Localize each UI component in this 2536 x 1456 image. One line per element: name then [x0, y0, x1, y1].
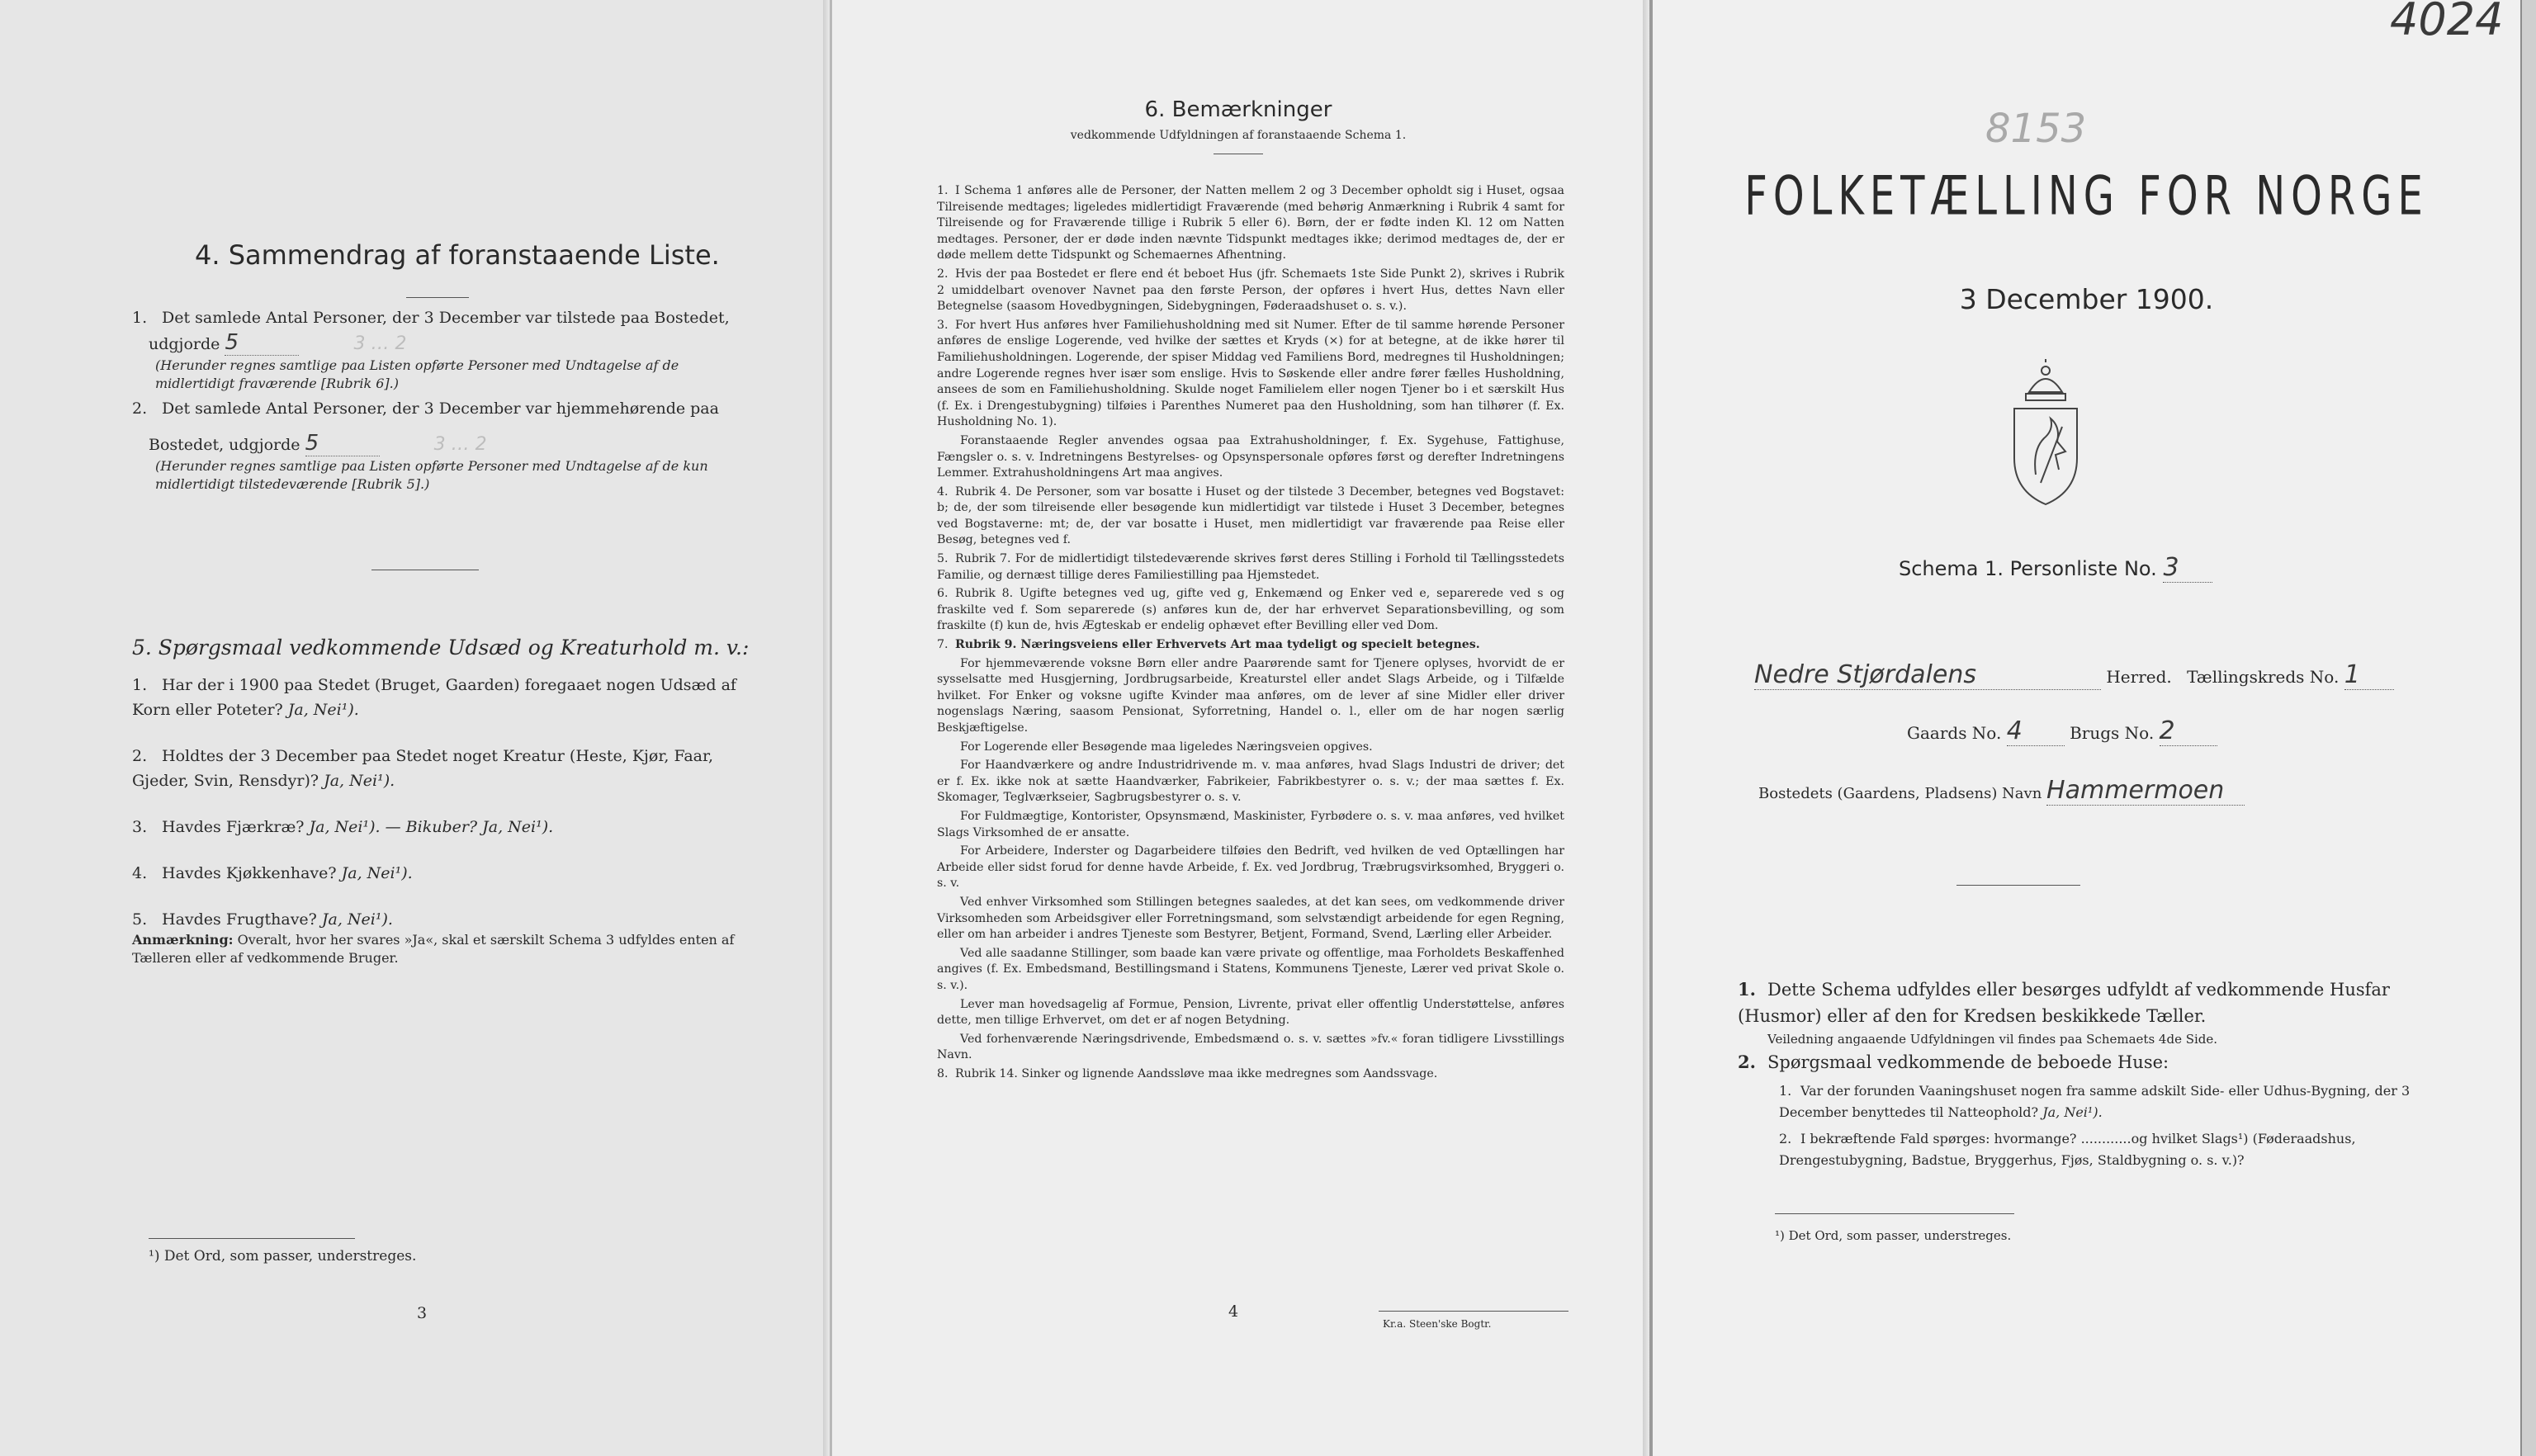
- section4-title: 4. Sammendrag af foranstaaende Liste.: [195, 239, 720, 271]
- question-5: 5. Havdes Frugthave? Ja, Nei¹).: [132, 910, 393, 929]
- section4-item2: 2. Det samlede Antal Personer, der 3 December var hjemmehørende paa: [132, 399, 719, 418]
- footnote: ¹) Det Ord, som passer, understreges.: [149, 1248, 417, 1265]
- instruction-2-q1: 1. Var der forunden Vaaningshuset nogen fra samme adskilt Side- eller Udhus-Bygning, der 3 December benyttedes til Natteophold? Ja, Nei¹).: [1779, 1083, 2411, 1120]
- note-2: 2. Hvis der paa Bostedet er flere end ét beboet Hus (jfr. Schemaets 1ste Side Punkt 2), skrives i Rubrik 2 umiddelbart ovenover Navnet paa den første Person, der opføres i hvert Hus, dettes Navn eller Betegnelse (saasom Hovedbygningen, Sidebygningen, Føderaadshuset o. s. v.).: [937, 267, 1564, 314]
- left-page: [0, 0, 830, 1456]
- note-8: 8. Rubrik 14. Sinker og lignende Aandssløve maa ikke medregnes som Aandssvage.: [937, 1066, 1438, 1080]
- question-1: 1. Har der i 1900 paa Stedet (Bruget, Gaarden) foregaaet nogen Udsæd af Korn eller Poteter? Ja, Nei¹).: [132, 676, 736, 719]
- archive-number: 4024: [2390, 0, 2504, 45]
- bosted-value: Hammermoen: [2046, 776, 2245, 806]
- note-1: 1. I Schema 1 anføres alle de Personer, der Natten mellem 2 og 3 December opholdt sig i Huset, ogsaa Tilreisende medtages; ligeledes midlertidigt Fraværende (med behørig Anmærkning i Rubrik 4 samt for Tilreisende og for Fraværende tillige i Rubrik 5 eller 6). Børn, der er fødte inden Kl. 12 om Natten medtages. Personer, der er døde inden nævnte Tidspunkt medtages ikke; derimod medtages de, der er døde mellem dette Tidspunkt og Schemaernes Afhentning.: [937, 184, 1564, 262]
- footnote: ¹) Det Ord, som passer, understreges.: [1775, 1228, 2012, 1243]
- page-number: 4: [1228, 1302, 1239, 1321]
- instructions: [1738, 976, 2439, 1171]
- note-7h: Lever man hovedsagelig af Formue, Pension, Livrente, privat eller offentlig Understøttelse, anføres dette, men tillige Erhvervet, om det er af nogen Betydning.: [937, 997, 1564, 1028]
- section4-note1: (Herunder regnes samtlige paa Listen opførte Personer med Undtagelse af de midlertidigt fraværende [Rubrik 6].): [155, 357, 679, 391]
- instruction-2-q2: 2. I bekræftende Fald spørges: hvormange? ............og hvilket Slags¹) (Føderaadshus, Drengestubygning, Badstue, Bryggerhus, Fjøs, Staldbygning o. s. v.)?: [1779, 1131, 2356, 1168]
- section4-item1: 1. Det samlede Antal Personer, der 3 December var tilstede paa Bostedet,: [132, 309, 730, 327]
- note-4: 4. Rubrik 4. De Personer, som var bosatte i Huset og der tilstede 3 December, betegnes ved Bogstavet: b; de, der som tilreisende eller besøgende kun midlertidigt var tilstede i Huset 3 December, betegnes ved Bogstaverne: mt; de, der var bosatte i Huset, men midlertidigt var fraværende paa Reise eller Besøg, betegnes ved f.: [937, 485, 1564, 547]
- printer-mark: Kr.a. Steen'ske Bogtr.: [1383, 1318, 1492, 1330]
- item2-value: 5: [305, 431, 380, 456]
- form-date: 3 December 1900.: [1959, 283, 2214, 315]
- note-7f: Ved enhver Virksomhed som Stillingen betegnes saaledes, at det kan sees, om vedkommende driver Virksomheden som Arbeidsgiver eller Forretningsmand, som selvstændigt arbeidende for egen Regning, eller om han arbeider i andres Tjeneste som Bestyrer, Betjent, Formand, Svend, Lærling eller Arbeider.: [937, 895, 1564, 942]
- note-3b: Foranstaaende Regler anvendes ogsaa paa Extrahusholdninger, f. Ex. Sygehuse, Fattighuse, Fængsler o. s. v. Indretningens Bestyrelses- og Opsynspersonale opføres først og derefter Indretningens Lemmer. Extrahusholdningens Art maa angives.: [937, 433, 1564, 480]
- divider: [1956, 885, 2080, 886]
- note-7c: For Haandværkere og andre Industridrivende m. v. maa anføres, hvad Slags Industri de driver; det er f. Ex. ikke nok at sætte Haandværker, Fabrikeier, Fabrikbestyrer o. s. v.; der maa sættes f. Ex. Skomager, Teglværkseier, Sagbrugsbestyrer o. s. v.: [937, 759, 1564, 805]
- footnote-rule: [149, 1238, 355, 1239]
- remarks-list: [937, 183, 1564, 1085]
- note-3: 3. For hvert Hus anføres hver Familiehusholdning med sit Numer. Efter de til samme hørende Personer anføres de enslige Logerende, ved hvilke der sættes et Kryds (×) for at betegne, at de ikke hører til Familiehusholdningen. Logerende, der spiser Middag ved Familiens Bord, medregnes til Husholdningen; andre Logerende regnes hver især som enslige. Hvis to Søskende eller andre fører fælles Husholdning, ansees de som en Familiehusholdning. Skulde noget Familielem eller nogen Tjener bo i et særskilt Hus (f. Ex. i Drengestubygning) tilføies i Parenthes Numeret paa den Husholdning, som han tilhører (f. Ex. Husholdning No. 1).: [937, 318, 1564, 429]
- gaards-value: 4: [2007, 716, 2065, 746]
- question-2: 2. Holdtes der 3 December paa Stedet noget Kreatur (Heste, Kjør, Faar, Gjeder, Svin, Rensdyr)? Ja, Nei¹).: [132, 747, 714, 790]
- note-7i: Ved forhenværende Næringsdrivende, Embedsmænd o. s. v. sættes »fv.« foran tidligere Livsstillings Navn.: [937, 1032, 1564, 1062]
- question-4: 4. Havdes Kjøkkenhave? Ja, Nei¹).: [132, 864, 413, 882]
- remark: Anmærkning: Overalt, hvor her svares »Ja«, skal et særskilt Schema 3 udfyldes enten af Tælleren eller af vedkommende Bruger.: [132, 932, 735, 966]
- pencil-number: 8153: [1985, 106, 2087, 152]
- instruction-1-note: Veiledning angaaende Udfyldningen vil findes paa Schemaets 4de Side.: [1767, 1032, 2218, 1047]
- note-7b: For Logerende eller Besøgende maa ligeledes Næringsveien opgives.: [960, 740, 1373, 754]
- remarks-title: 6. Bemærkninger: [1144, 97, 1332, 122]
- page-edge: [2520, 0, 2536, 1456]
- section5-title: 5. Spørgsmaal vedkommende Udsæd og Kreaturhold m. v.:: [132, 636, 750, 659]
- form-title: FOLKETÆLLING FOR NORGE: [1744, 165, 2429, 228]
- kreds-value: 1: [2344, 660, 2394, 690]
- note-7d: For Fuldmægtige, Kontorister, Opsynsmænd, Maskinister, Fyrbødere o. s. v. maa anføres, ved hvilket Slags Virksomhed de er ansatte.: [937, 809, 1564, 839]
- item2-extra: 3 … 2: [433, 434, 487, 455]
- schema-value: 3: [2163, 553, 2212, 583]
- item1-extra: 3 … 2: [353, 333, 407, 354]
- gaard-line: Gaards No. 4 Brugs No. 2: [1907, 716, 2217, 746]
- item1-value: 5: [225, 330, 299, 356]
- section4-note2: (Herunder regnes samtlige paa Listen opførte Personer med Undtagelse af de kun midlertidigt tilstedeværende [Rubrik 5].): [155, 458, 708, 492]
- section5-body: [132, 673, 759, 953]
- page-fold: [1643, 0, 1649, 1456]
- note-6: 6. Rubrik 8. Ugifte betegnes ved ug, gifte ved g, Enkemænd og Enker ved e, separerede ved s og fraskilte ved f. Som separerede (s) anføres kun de, der har erhvervet Separationsbevilling, og som fraskilte (f) kun de, hvis Ægteskab er endelig ophævet efter Bevilling eller ved Dom.: [937, 587, 1564, 633]
- note-7g: Ved alle saadanne Stillinger, som baade kan være private og offentlige, maa Forholdets Beskaffenhed angives (f. Ex. Embedsmand, Bestillingsmand i Statens, Kommunens Tjeneste, Lærer ved privat Skole o. s. v.).: [937, 946, 1564, 992]
- brugs-value: 2: [2160, 716, 2217, 746]
- note-5: 5. Rubrik 7. For de midlertidigt tilstedeværende skrives først deres Stilling i Forhold til Tællingsstedets Familie, og dernæst tillige deres Familiestilling paa Hjemstedet.: [937, 552, 1564, 582]
- instruction-1: 1. Dette Schema udfyldes eller besørges udfyldt af vedkommende Husfar (Husmor) eller af den for Kredsen beskikkede Tæller.: [1738, 979, 2390, 1026]
- note-7e: For Arbeidere, Inderster og Dagarbeidere tilføies den Bedrift, ved hvilken de ved Optællingen har Arbeide eller sidst forud for denne havde Arbeide, f. Ex. ved Jordbrug, Træbrugsvirksomhed, Bryggeri o. s. v.: [937, 844, 1564, 891]
- page-number: 3: [417, 1304, 428, 1322]
- question-3: 3. Havdes Fjærkræ? Ja, Nei¹). — Bikuber? Ja, Nei¹).: [132, 818, 554, 836]
- section4-body: 1. Det samlede Antal Personer, der 3 December var tilstede paa Bostedet, udgjorde 5 3 … 2 (Herunder regnes samtlige paa Listen opførte Personer med Undtagelse af de midlertidigt fraværende [Rubrik 6].) 2. Det samlede Antal Personer, der 3 December var hjemmehørende paa Bostedet, udgjorde 5 3 … 2 (Herunder regnes samtlige paa Listen opførte Personer med Undtagelse af de kun midlertidigt tilstedeværende [Rubrik 5].): [132, 305, 759, 494]
- note-7a: For hjemmeværende voksne Børn eller andre Paarørende samt for Tjenere oplyses, hvorvidt de er sysselsatte med Husgjerning, Jordbrugsarbeide, Kreaturstel eller andet Slags Arbeide, og i Tilfælde hvilket. For Enker og voksne ugifte Kvinder maa anføres, om de lever af sine Midler eller driver nogenslags Næring, saasom Pensionat, Syforretning, Handel o. l., eller om de har nogen særlig Beskjæftigelse.: [937, 656, 1564, 735]
- divider: [406, 297, 469, 298]
- instruction-2: 2. Spørgsmaal vedkommende de beboede Huse:: [1738, 1052, 2169, 1072]
- footnote-rule: [1775, 1213, 2014, 1214]
- coat-of-arms-icon: [2008, 359, 2084, 508]
- bosted-line: Bostedets (Gaardens, Pladsens) Navn Hammermoen: [1758, 776, 2245, 806]
- remarks-subtitle: vedkommende Udfyldningen af foranstaaende Schema 1.: [1070, 129, 1407, 142]
- schema-line: Schema 1. Personliste No. 3: [1899, 553, 2212, 583]
- note-7: 7. Rubrik 9. Næringsveiens eller Erhvervets Art maa tydeligt og specielt betegnes.: [937, 638, 1480, 652]
- herred-value: Nedre Stjørdalens: [1754, 660, 2101, 690]
- printer-rule: [1379, 1311, 1568, 1312]
- herred-line: Nedre Stjørdalens Herred. Tællingskreds No. 1: [1754, 660, 2394, 690]
- page-fold: [823, 0, 830, 1456]
